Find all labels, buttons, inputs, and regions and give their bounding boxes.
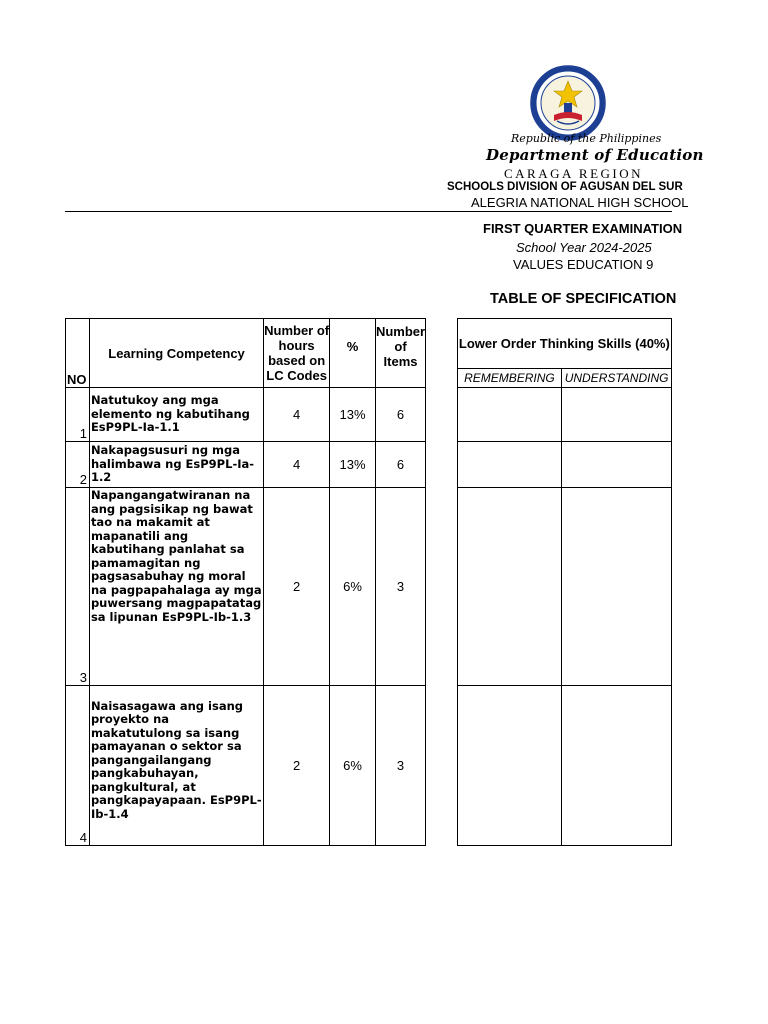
table-row — [66, 686, 672, 846]
row-competency: Napangangatwiranan na ang pagsisikap ng bawat tao na makamit at mapanatili ang kabutihang panlahat sa pamamagitan ng pagsasabuhay ng moral na pagpapahalaga ay mga puwersang magpapatatag sa lipunan EsP9PL-Ib-1.3 — [89, 488, 263, 686]
row-no: 1 — [66, 388, 90, 442]
header-remembering: REMEMBERING — [457, 369, 561, 388]
header-no: NO — [66, 319, 90, 388]
spacer-column — [426, 319, 458, 846]
row-understanding — [562, 488, 672, 686]
row-understanding — [562, 686, 672, 846]
table-row — [66, 442, 672, 488]
row-percent: 13% — [330, 442, 376, 488]
region-text: CARAGA REGION — [504, 166, 644, 181]
republic-text: Republic of the Philippines — [511, 132, 662, 145]
row-hours: 2 — [264, 488, 330, 686]
header-percent: % — [330, 319, 376, 388]
subject-title: VALUES EDUCATION 9 — [513, 257, 654, 272]
table-row — [66, 388, 672, 442]
row-remembering — [457, 686, 561, 846]
header-hours: Number of hours based on LC Codes — [264, 319, 330, 388]
row-percent: 13% — [330, 388, 376, 442]
row-understanding — [562, 442, 672, 488]
header-lots: Lower Order Thinking Skills (40%) — [457, 319, 671, 369]
exam-title: FIRST QUARTER EXAMINATION — [483, 221, 683, 236]
school-name: ALEGRIA NATIONAL HIGH SCHOOL — [471, 195, 689, 210]
row-items: 6 — [375, 442, 425, 488]
specification-table — [65, 318, 672, 846]
row-hours: 4 — [264, 388, 330, 442]
row-percent: 6% — [330, 488, 376, 686]
header-items: Number of Items — [375, 319, 425, 388]
row-remembering — [457, 388, 561, 442]
table-title: TABLE OF SPECIFICATION — [490, 291, 677, 307]
row-items: 6 — [375, 388, 425, 442]
header-divider — [65, 211, 672, 212]
header-competency: Learning Competency — [89, 319, 263, 388]
row-items: 3 — [375, 686, 425, 846]
row-no: 2 — [66, 442, 90, 488]
deped-seal-icon — [530, 65, 606, 141]
row-remembering — [457, 442, 561, 488]
row-understanding — [562, 388, 672, 442]
table-row — [66, 488, 672, 686]
row-competency: Naisasagawa ang isang proyekto na makatutulong sa isang pamayanan o sektor sa pangangailangang pangkabuhayan, pangkultural, at pangkapayapaan. EsP9PL-Ib-1.4 — [89, 686, 263, 846]
school-year: School Year 2024-2025 — [516, 240, 652, 255]
header-understanding: UNDERSTANDING — [562, 369, 672, 388]
row-competency: Nakapagsusuri ng mga halimbawa ng EsP9PL-Ia-1.2 — [89, 442, 263, 488]
row-competency: Natutukoy ang mga elemento ng kabutihang EsP9PL-Ia-1.1 — [89, 388, 263, 442]
department-title: Department of Education — [486, 146, 704, 164]
row-remembering — [457, 488, 561, 686]
row-percent: 6% — [330, 686, 376, 846]
row-items: 3 — [375, 488, 425, 686]
row-hours: 4 — [264, 442, 330, 488]
row-no: 4 — [66, 686, 90, 846]
row-hours: 2 — [264, 686, 330, 846]
row-no: 3 — [66, 488, 90, 686]
division-text: SCHOOLS DIVISION OF AGUSAN DEL SUR — [447, 181, 683, 193]
